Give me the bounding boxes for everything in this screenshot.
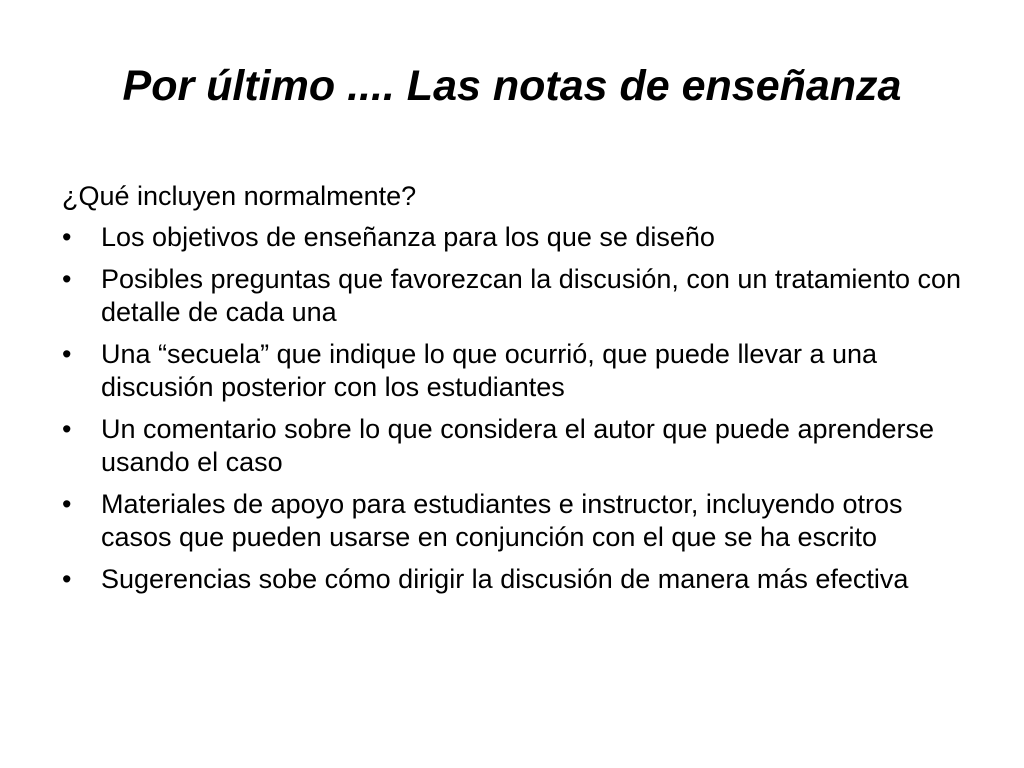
bullet-icon: • [62, 264, 72, 294]
bullet-text: Materiales de apoyo para estudiantes e instructor, incluyendo otros casos que pueden usarse en conjunción con el que se ha escrito [101, 489, 903, 552]
bullet-text: Sugerencias sobe cómo dirigir la discusión de manera más efectiva [101, 564, 909, 594]
bullet-icon: • [62, 414, 72, 444]
bullet-item [62, 263, 972, 329]
bullet-text: Los objetivos de enseñanza para los que se diseño [101, 222, 715, 252]
bullet-text: Un comentario sobre lo que considera el autor que puede aprenderse usando el caso [101, 414, 935, 477]
slide-title: Por último .... Las notas de enseñanza [122, 62, 902, 110]
bullet-item [62, 488, 972, 554]
bullet-item [62, 221, 972, 254]
bullet-list [62, 221, 972, 596]
bullet-item [62, 563, 972, 596]
slide-content [62, 180, 972, 605]
bullet-icon: • [62, 222, 72, 252]
bullet-text: Una “secuela” que indique lo que ocurrió, que puede llevar a una discusión posterior con los estudiantes [101, 339, 878, 402]
bullet-icon: • [62, 489, 72, 519]
bullet-text: Posibles preguntas que favorezcan la discusión, con un tratamiento con detalle de cada una [101, 264, 962, 327]
bullet-icon: • [62, 339, 72, 369]
bullet-item [62, 413, 972, 479]
intro-text: ¿Qué incluyen normalmente? [62, 181, 417, 211]
bullet-icon: • [62, 564, 72, 594]
bullet-item [62, 338, 972, 404]
